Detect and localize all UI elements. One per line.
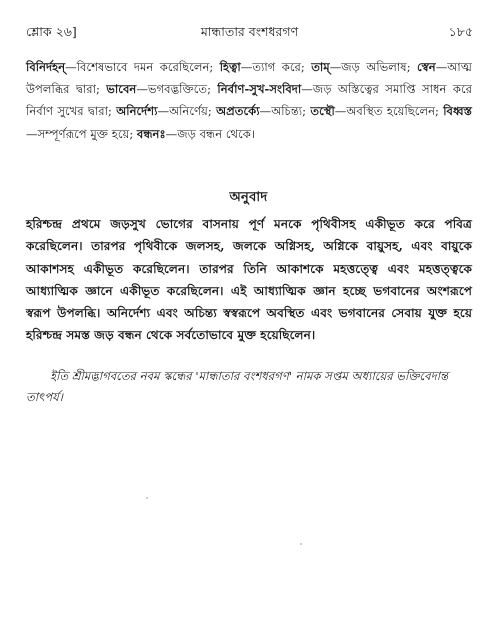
synonym-term: তাম্ bbox=[311, 60, 330, 74]
page-number: ১৮৫ bbox=[448, 24, 473, 39]
synonym-meaning: —সম্পূর্ণরূপে মুক্ত হয়ে; bbox=[26, 126, 137, 141]
synonym-meaning: —ত্যাগ করে; bbox=[240, 60, 312, 74]
synonym-meaning: —জড় বন্ধন থেকে। bbox=[165, 126, 255, 141]
synonyms-paragraph bbox=[26, 56, 472, 145]
synonym-meaning: —ভগবদ্ভক্তিতে; bbox=[136, 82, 218, 97]
synonym-term: অনির্দেশ্য bbox=[116, 104, 158, 119]
print-speck bbox=[146, 497, 148, 499]
synonym-term: অপ্রতর্ক্যে bbox=[216, 104, 260, 119]
synonym-meaning: —অনির্ণেয়; bbox=[157, 104, 217, 119]
synonym-term: স্বেন bbox=[417, 60, 436, 74]
running-title: মান্ধাতার বংশধরগণ bbox=[200, 24, 299, 39]
synonym-term: তস্থৌ bbox=[310, 104, 335, 119]
synonym-term: হিত্বা bbox=[219, 60, 241, 74]
synonym-term: নির্বাণ-সুখ-সংবিদা bbox=[217, 82, 302, 97]
synonym-meaning: —জড় অস্তিত্বের সমাপ্তি সাধন করে নির্বাণ সুখের দ্বারা; bbox=[26, 82, 472, 119]
synonym-meaning: —আত্ম উপলব্ধির দ্বারা; bbox=[26, 60, 472, 97]
verse-reference: শ্লোক ২৬] bbox=[26, 24, 77, 39]
synonym-meaning: —জড় অভিলাষ; bbox=[329, 60, 417, 74]
synonym-term: বিনির্দহন্ bbox=[26, 60, 66, 74]
translation-heading: অনুবাদ bbox=[229, 190, 268, 205]
synonym-term: বন্ধনঃ bbox=[136, 126, 166, 141]
page-header bbox=[26, 24, 473, 44]
chapter-closing-note: ইতি শ্রীমদ্ভাগবতের নবম স্কন্ধের 'মান্ধাতার বংশধরগণ' নামক সপ্তম অধ্যায়ের ভক্তিবেদান্ত তাৎপর্য। bbox=[26, 369, 449, 404]
translation-paragraph: হরিশ্চন্দ্র প্রথমে জড়সুখ ভোগের বাসনায় পূর্ণ মনকে পৃথিবীসহ একীভূত করে পবিত্র করেছিলেন। তারপর পৃথিবীকে জলসহ, জলকে অগ্নিসহ, অগ্নিকে বায়ুসহ, এবং বায়ুকে আকাশসহ একীভূত করেছিলেন। তারপর তিনি আকাশকে মহত্তত্ত্বে এবং মহত্তত্ত্বকে আধ্যাত্মিক জ্ঞানে একীভূত করেছিলেন। এই আধ্যাত্মিক জ্ঞান হচ্ছে ভগবানের অংশরূপে স্বরূপ উপলব্ধি। অনির্দেশ্য এবং অচিন্ত্য স্বস্বরূপে অবস্থিত এবং ভগবানের সেবায় যুক্ত হয়ে হরিশ্চন্দ্র সমস্ত জড় বন্ধন থেকে সর্বতোভাবে মুক্ত হয়েছিলেন। bbox=[26, 217, 472, 343]
print-speck bbox=[300, 543, 302, 545]
synonym-term: বিধ্বস্ত bbox=[443, 104, 473, 119]
synonym-meaning: —বিশেষভাবে দমন করেছিলেন; bbox=[65, 60, 220, 74]
synonym-meaning: —অবস্থিত হয়েছিলেন; bbox=[334, 104, 444, 119]
synonym-term: ভাবেন bbox=[106, 82, 137, 97]
synonym-meaning: —অচিন্ত্য; bbox=[259, 104, 311, 119]
